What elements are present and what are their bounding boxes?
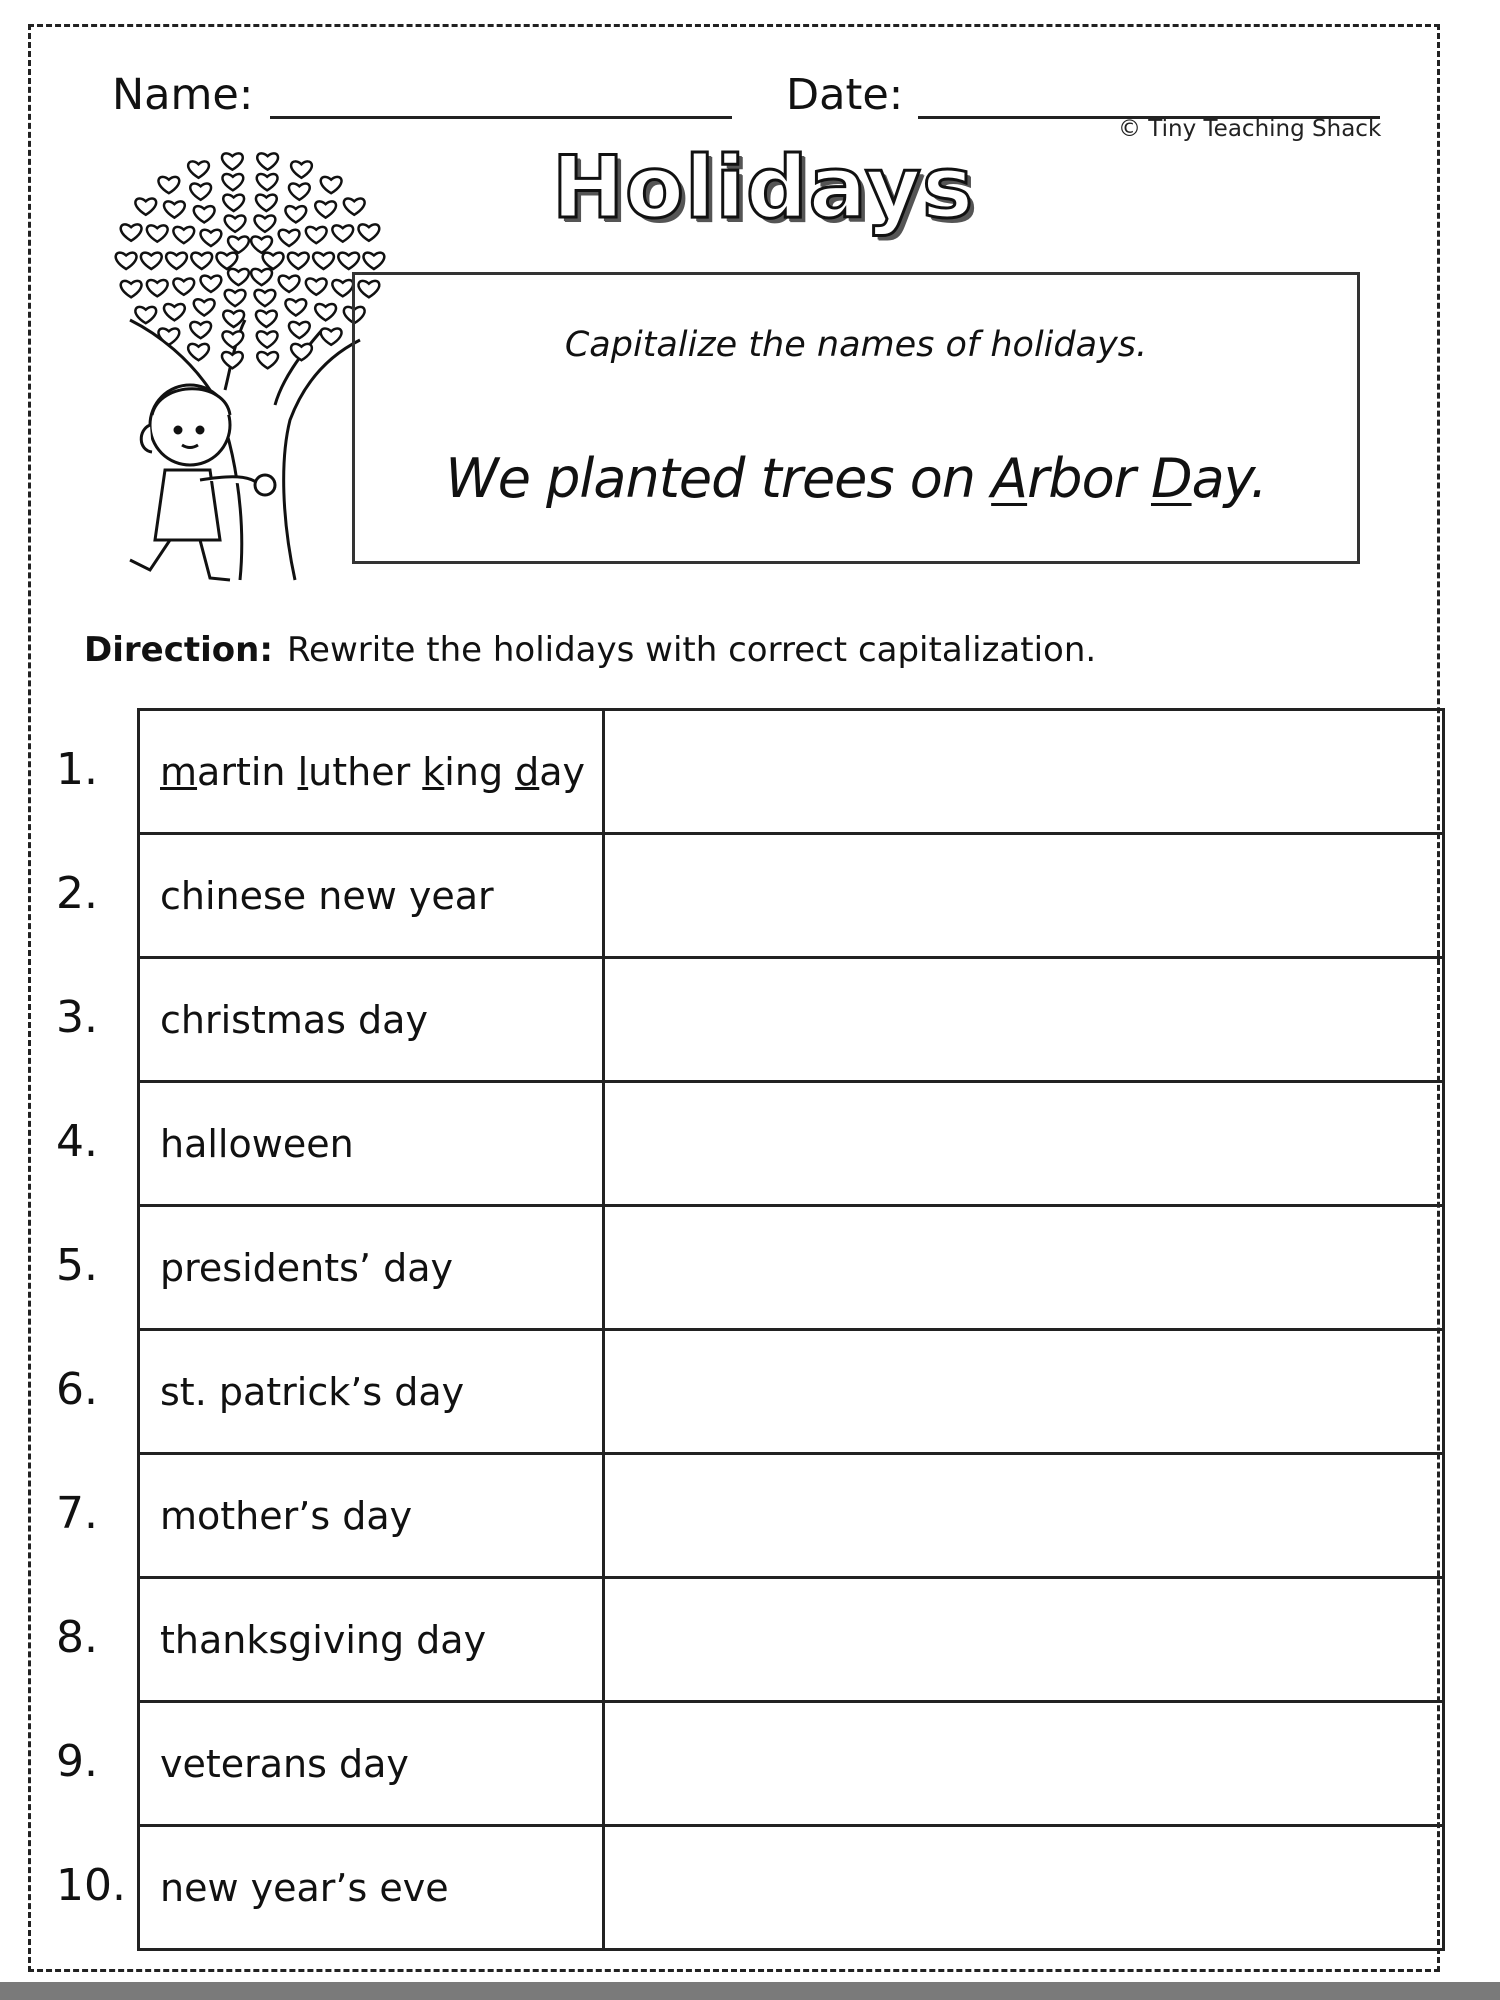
answer-cell[interactable]: [604, 1206, 1444, 1330]
row-number: 7.: [56, 1488, 98, 1539]
table-row: [139, 1826, 1444, 1950]
copyright: © Tiny Teaching Shack: [1118, 116, 1382, 142]
answer-cell[interactable]: [604, 710, 1444, 834]
answer-cell[interactable]: [604, 958, 1444, 1082]
name-label: Name:: [112, 70, 254, 120]
answer-cell[interactable]: [604, 1578, 1444, 1702]
holiday-term: mother’s day: [139, 1454, 604, 1578]
row-number: 6.: [56, 1364, 98, 1415]
table-row: [139, 710, 1444, 834]
rule-box: [352, 272, 1360, 564]
row-number: 5.: [56, 1240, 98, 1291]
answer-cell[interactable]: [604, 834, 1444, 958]
holiday-table: [137, 708, 1445, 1951]
table-row: [139, 958, 1444, 1082]
date-label: Date:: [786, 70, 904, 120]
answer-cell[interactable]: [604, 1454, 1444, 1578]
row-number: 9.: [56, 1736, 98, 1787]
table-row: [139, 834, 1444, 958]
example-prefix: We planted trees on: [445, 447, 992, 510]
holiday-term: chinese new year: [139, 834, 604, 958]
table-row: [139, 1082, 1444, 1206]
page-title: Holidays: [552, 138, 975, 238]
row-number: 1.: [56, 744, 98, 795]
direction: [84, 630, 1096, 670]
table-row: [139, 1702, 1444, 1826]
row-number: 3.: [56, 992, 98, 1043]
example-word2-rest: ay.: [1191, 447, 1267, 510]
answer-cell[interactable]: [604, 1826, 1444, 1950]
example-capital-d: D: [1150, 447, 1192, 510]
row-number: 8.: [56, 1612, 98, 1663]
holiday-term: new year’s eve: [139, 1826, 604, 1950]
table-row: [139, 1330, 1444, 1454]
name-line[interactable]: [270, 116, 732, 119]
holiday-term: halloween: [139, 1082, 604, 1206]
bottom-bar: [0, 1982, 1500, 2000]
holiday-term: martin luther king day: [139, 710, 604, 834]
rule-instruction: Capitalize the names of holidays.: [564, 325, 1148, 365]
table-row: [139, 1206, 1444, 1330]
direction-text: Rewrite the holidays with correct capitalization.: [286, 630, 1097, 670]
rule-example: [355, 447, 1357, 510]
answer-cell[interactable]: [604, 1702, 1444, 1826]
holiday-term: christmas day: [139, 958, 604, 1082]
holiday-term: presidents’ day: [139, 1206, 604, 1330]
holiday-term: st. patrick’s day: [139, 1330, 604, 1454]
row-number: 2.: [56, 868, 98, 919]
example-capital-a: A: [991, 447, 1028, 510]
table-row: [139, 1454, 1444, 1578]
direction-label: Direction:: [84, 630, 273, 670]
row-number: 4.: [56, 1116, 98, 1167]
holiday-term: veterans day: [139, 1702, 604, 1826]
example-word1-rest: rbor: [1027, 447, 1151, 510]
answer-cell[interactable]: [604, 1330, 1444, 1454]
row-number: 10.: [56, 1860, 126, 1911]
table-row: [139, 1578, 1444, 1702]
answer-cell[interactable]: [604, 1082, 1444, 1206]
holiday-term: thanksgiving day: [139, 1578, 604, 1702]
